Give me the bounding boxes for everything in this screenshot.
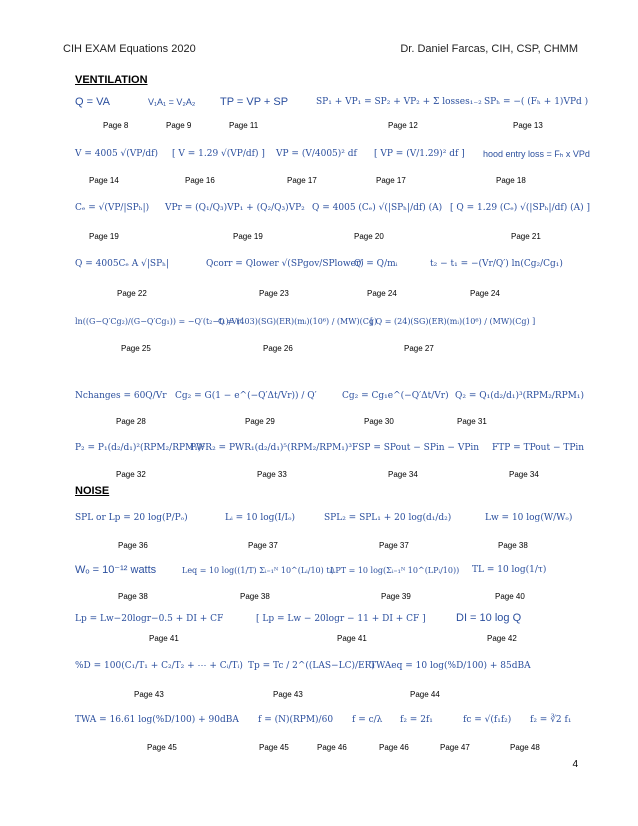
equation: LPT = 10 log(Σᵢ₌₁ᴺ 10^(LPᵢ/10)) (330, 566, 460, 575)
equation: [ Q = 1.29 (Cₑ) √(|SPₕ|/df) (A) ] (450, 203, 590, 213)
equation: Cₑ = √(VP/|SPₕ|) (75, 203, 150, 213)
equation: Lᵢ = 10 log(I/Iₒ) (225, 513, 296, 523)
page-reference-row (0, 121, 638, 133)
equation: ln((G−Q′Cg₂)/(G−Q′Cg₁)) = −Q′(t₂−t₁)/Vr (75, 317, 241, 326)
page-reference-row (0, 592, 638, 604)
page-reference: Page 33 (257, 470, 287, 479)
equation-row (70, 198, 590, 228)
equation: TP = VP + SP (220, 96, 289, 108)
header-title: CIH EXAM Equations 2020 (63, 43, 196, 55)
page-reference: Page 8 (103, 121, 129, 130)
equation: fc = √(f₁f₂) (463, 715, 512, 725)
equation: FTP = TPout − TPin (492, 443, 585, 453)
page-reference: Page 19 (89, 232, 119, 241)
equation: TWA = 16.61 log(%D/100) + 90dBA (75, 715, 239, 725)
equation: [ V = 1.29 √(VP/df) ] (172, 149, 265, 159)
page-reference-row (0, 690, 638, 702)
equation: f₂ = 2f₁ (400, 715, 433, 725)
page-reference: Page 41 (337, 634, 367, 643)
equation: t₂ − t₁ = −(Vr/Q′) ln(Cg₂/Cg₁) (430, 259, 563, 269)
equation-row (70, 710, 590, 740)
page-reference: Page 12 (388, 121, 418, 130)
page-reference: Page 24 (470, 289, 500, 298)
equation: Q′ = Q/mᵢ (354, 259, 398, 269)
equation: Lw = 10 log(W/Wₒ) (485, 513, 573, 523)
equation: [ VP = (V/1.29)² df ] (374, 149, 465, 159)
page-reference: Page 19 (233, 232, 263, 241)
equation: Nchanges = 60Q/Vr (75, 391, 167, 401)
equation-row (70, 310, 590, 340)
equation: [ Q = (24)(SG)(ER)(mᵢ)(10⁶) / (MW)(Cg) ] (370, 317, 536, 326)
page-reference: Page 41 (149, 634, 179, 643)
equation: FSP = SPout − SPin − VPin (352, 443, 480, 453)
page-reference: Page 18 (496, 176, 526, 185)
page-reference: Page 37 (248, 541, 278, 550)
page-reference: Page 11 (229, 121, 259, 130)
page-reference: Page 47 (440, 743, 470, 752)
page-reference: Page 25 (121, 344, 151, 353)
section-ventilation-heading: VENTILATION (75, 74, 148, 86)
equation-row (70, 144, 590, 174)
equation-row (70, 560, 590, 590)
page-reference: Page 42 (487, 634, 517, 643)
page-reference: Page 45 (147, 743, 177, 752)
page-reference: Page 32 (116, 470, 146, 479)
page-reference: Page 43 (134, 690, 164, 699)
equation: PWR₂ = PWR₁(d₂/d₁)⁵(RPM₂/RPM₁)³ (190, 443, 353, 453)
page-reference-row (0, 743, 638, 755)
page-reference: Page 48 (510, 743, 540, 752)
page-reference: Page 40 (495, 592, 525, 601)
page-reference: Page 44 (410, 690, 440, 699)
equation: Q₂ = Q₁(d₂/d₁)³(RPM₂/RPM₁) (455, 391, 585, 401)
equation-row (70, 508, 590, 538)
page-reference-row (0, 634, 638, 646)
equation: [ Lp = Lw − 20logr − 11 + DI + CF ] (256, 614, 426, 624)
equation: P₂ = P₁(d₂/d₁)²(RPM₂/RPM₁)² (75, 443, 205, 453)
equation: SP₁ + VP₁ = SP₂ + VP₂ + Σ losses₁₋₂ (316, 97, 482, 107)
equation: V₁A₁ = V₂A₂ (148, 97, 196, 107)
equation: SPₕ = −( (Fₕ + 1)VPd ) (484, 97, 589, 107)
equation: Qcorr = Qlower √(SPgov/SPlower) (206, 259, 364, 269)
header-author: Dr. Daniel Farcas, CIH, CSP, CHMM (400, 43, 578, 55)
equation: SPL₂ = SPL₁ + 20 log(d₁/d₂) (324, 513, 452, 523)
page-reference: Page 26 (263, 344, 293, 353)
page-reference-row (0, 417, 638, 429)
page-reference: Page 30 (364, 417, 394, 426)
page-reference-row (0, 289, 638, 301)
page-reference-row (0, 232, 638, 244)
equation: V = 4005 √(VP/df) (75, 149, 158, 159)
equation: Cg₂ = Cg₁e^(−Q′Δt/Vr) (342, 391, 449, 401)
equation: Leq = 10 log((1/T) Σᵢ₌₁ᴺ 10^(Lᵢ/10) tᵢ) (182, 566, 335, 575)
page-reference: Page 27 (404, 344, 434, 353)
equation-row (70, 254, 590, 284)
page-reference: Page 43 (273, 690, 303, 699)
page-reference: Page 39 (381, 592, 411, 601)
equation: %D = 100(C₁/T₁ + C₂/T₂ + ⋯ + Cᵢ/Tᵢ) (75, 661, 243, 671)
equation: f = (N)(RPM)/60 (258, 715, 334, 725)
page-reference: Page 34 (509, 470, 539, 479)
equation: Q = 4005Cₑ A √|SPₕ| (75, 259, 170, 269)
equation: Wₒ = 10⁻¹² watts (75, 564, 157, 576)
page-reference: Page 24 (367, 289, 397, 298)
page-reference: Page 28 (116, 417, 146, 426)
equation-row (70, 378, 590, 408)
page-reference: Page 23 (259, 289, 289, 298)
page-reference-row (0, 344, 638, 356)
equation: f₂ = ∛2 f₁ (530, 715, 572, 725)
page-reference: Page 38 (118, 592, 148, 601)
equation: DI = 10 log Q (456, 612, 522, 624)
equation-row (70, 436, 590, 466)
page-reference: Page 31 (457, 417, 487, 426)
equation: VP = (V/4005)² df (276, 149, 357, 159)
page-reference: Page 38 (498, 541, 528, 550)
equation: Tp = Tc / 2^((LAS−LC)/ER) (248, 661, 375, 671)
equation: TL = 10 log(1/τ) (472, 565, 547, 575)
page-reference: Page 14 (89, 176, 119, 185)
page-reference: Page 45 (259, 743, 289, 752)
page-reference: Page 16 (185, 176, 215, 185)
section-noise-heading: NOISE (75, 485, 110, 497)
page-reference: Page 46 (379, 743, 409, 752)
page-reference: Page 20 (354, 232, 384, 241)
equation: Q = (403)(SG)(ER)(mᵢ)(10⁶) / (MW)(Cg) (218, 317, 378, 326)
equation: TWAeq = 10 log(%D/100) + 85dBA (370, 661, 531, 671)
equation: Q = 4005 (Cₑ) √(|SPₕ|/df) (A) (312, 203, 443, 213)
equation: hood entry loss = Fₕ x VPd (483, 149, 590, 159)
page-reference: Page 36 (118, 541, 148, 550)
equation: SPL or Lp = 20 log(P/Pₒ) (75, 513, 188, 523)
equation: f = c/λ (352, 715, 383, 725)
page-reference: Page 13 (513, 121, 543, 130)
page-reference: Page 17 (287, 176, 317, 185)
page-reference: Page 46 (317, 743, 347, 752)
equation: VPr = (Q₁/Q₃)VP₁ + (Q₂/Q₃)VP₂ (165, 203, 305, 213)
page-reference: Page 37 (379, 541, 409, 550)
page-reference: Page 17 (376, 176, 406, 185)
page-reference: Page 9 (166, 121, 192, 130)
equation: Q = VA (75, 96, 110, 108)
page-reference: Page 29 (245, 417, 275, 426)
equation-row (70, 656, 590, 686)
page-reference-row (0, 176, 638, 188)
page-reference-row (0, 470, 638, 482)
page-reference: Page 34 (388, 470, 418, 479)
page-reference-row (0, 541, 638, 553)
page-number: 4 (572, 759, 578, 770)
page-reference: Page 22 (117, 289, 147, 298)
equation: Lp = Lw−20logr−0.5 + DI + CF (75, 614, 224, 624)
page-reference: Page 21 (511, 232, 541, 241)
equation: Cg₂ = G(1 − e^(−Q′Δt/Vr)) / Q′ (175, 391, 317, 401)
page-reference: Page 38 (240, 592, 270, 601)
